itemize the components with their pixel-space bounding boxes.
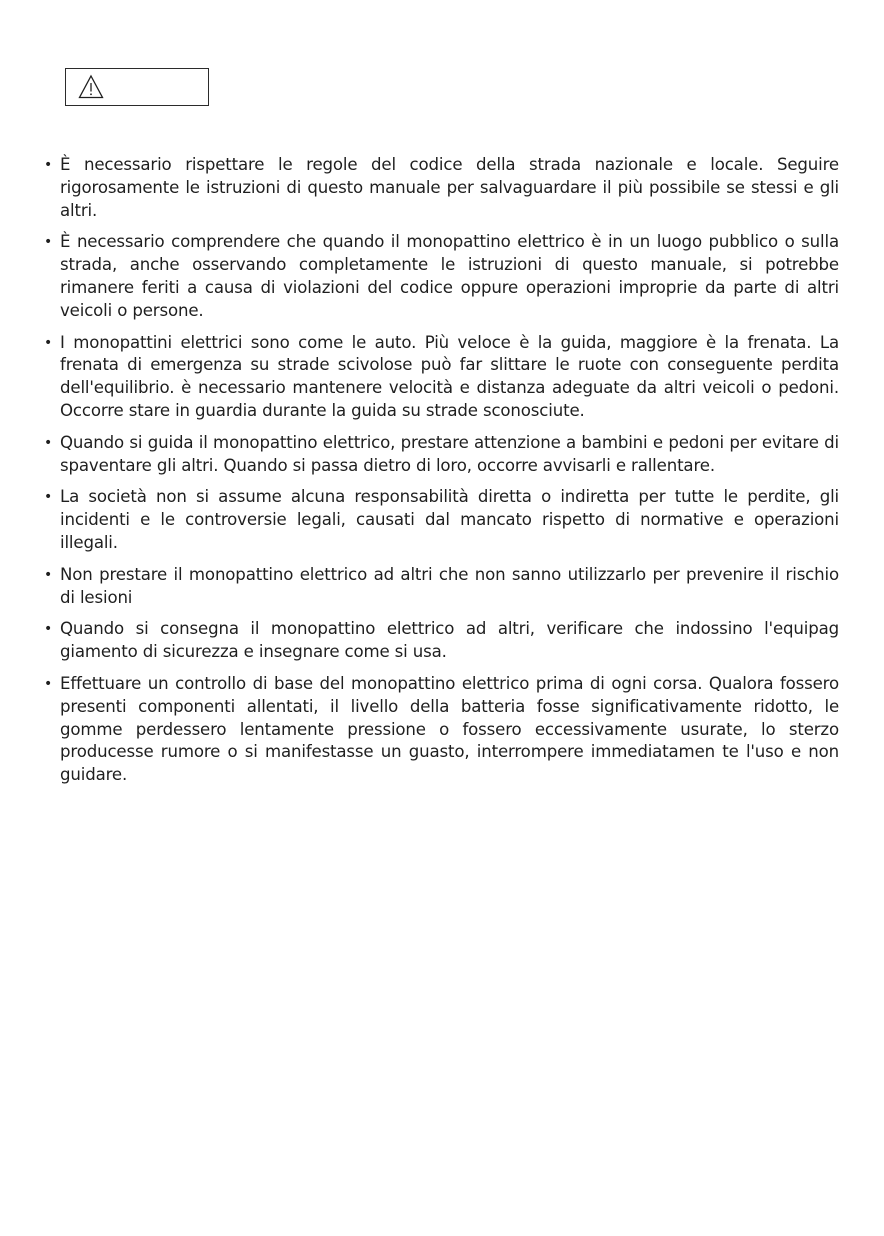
list-item-text: È necessario rispettare le regole del codice della strada nazionale e locale. Seguire rigorosamente le istruzioni di questo manuale per salvaguardare il più possibile se stessi e gli altri. [60, 155, 839, 220]
list-item [44, 564, 839, 610]
list-item-text: È necessario comprendere che quando il monopattino elettrico è in un luogo pubblico o sulla strada, anche osservando completamente le istruzioni di questo manuale, si potrebbe rimanere feriti a causa di violazioni del codice oppure operazioni improprie da parte di altri veicoli o persone. [60, 232, 839, 320]
list-item [44, 432, 839, 478]
list-item-text: I monopattini elettrici sono come le auto. Più veloce è la guida, maggiore è la frenata. La frenata di emergenza su strade scivolose può far slittare le ruote con conseguente perdita dell'equilibrio. è necessario mantenere velocità e distanza adeguate da altri veicoli o pedoni. Occorre stare in guardia durante la guida su strade sconosciute. [60, 332, 839, 420]
bullet-dot: • [44, 157, 53, 173]
list-item-text: Quando si guida il monopattino elettrico, prestare attenzione a bambini e pedoni per evitare di spaventare gli altri. Quando si passa dietro di loro, occorre avvisarli e rallentare. [60, 432, 839, 475]
list-item-text: La società non si assume alcuna responsabilità diretta o indiretta per tutte le perdite, gli incidenti e le controversie legali, causati dal mancato rispetto di normative e operazioni illegali. [60, 487, 839, 552]
warning-box [65, 68, 209, 106]
bullet-dot: • [44, 489, 53, 506]
list-item [44, 618, 839, 664]
bullet-dot: • [44, 334, 53, 351]
bullet-dot: • [44, 434, 53, 451]
list-item [44, 231, 839, 322]
bullet-dot: • [44, 675, 53, 692]
bullet-dot: • [44, 566, 53, 583]
list-item-text: Quando si consegna il monopattino elettrico ad altri, verificare che indossino l'equipag giamento di sicurezza e insegnare come si usa. [60, 619, 839, 662]
list-item [44, 673, 839, 787]
list-item-text: Non prestare il monopattino elettrico ad altri che non sanno utilizzarlo per prevenire il rischio di lesioni [60, 564, 839, 607]
bullet-dot: • [44, 621, 53, 638]
safety-instructions-list [44, 154, 839, 796]
list-item [44, 154, 839, 222]
list-item [44, 332, 839, 423]
bullet-dot: • [44, 234, 53, 251]
list-item-text: Effettuare un controllo di base del monopattino elettrico prima di ogni corsa. Qualora fossero presenti componenti allentati, il livello della batteria fosse significativamente ridotto, le gomme perdessero lentamente pressione o fossero eccessivamente usurate, lo sterzo producesse rumore o si manifestasse un guasto, interrompere immediatamen te l'uso e non guidare. [60, 673, 839, 785]
warning-triangle-icon [78, 74, 104, 100]
list-item [44, 486, 839, 554]
